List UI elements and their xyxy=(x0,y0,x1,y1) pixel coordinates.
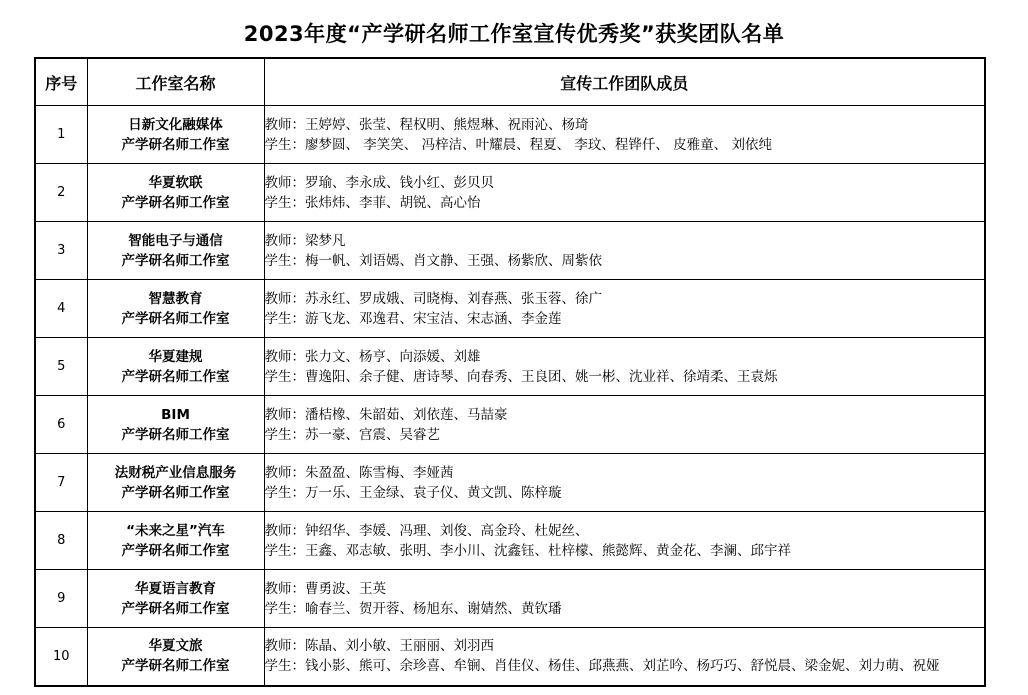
studio-name-line1: 日新文化融媒体 xyxy=(128,116,223,133)
team-members xyxy=(264,222,985,280)
teachers-list: 教师：钟绍华、李媛、冯理、刘俊、高金玲、杜妮丝、 xyxy=(264,522,589,539)
studio-name-line2: 产学研名师工作室 xyxy=(121,426,230,443)
row-number: 9 xyxy=(35,570,87,628)
table-row xyxy=(35,164,985,222)
studio-name-line2: 产学研名师工作室 xyxy=(121,136,230,153)
studio-name-line2: 产学研名师工作室 xyxy=(121,484,230,501)
team-members xyxy=(264,454,985,512)
table-row xyxy=(35,396,985,454)
row-number: 6 xyxy=(35,396,87,454)
header-studio: 工作室名称 xyxy=(87,58,264,106)
table-row xyxy=(35,454,985,512)
studio-name-line2: 产学研名师工作室 xyxy=(121,310,230,327)
table-row xyxy=(35,222,985,280)
studio-name-line1: “未来之星”汽车 xyxy=(126,522,225,539)
studio-name-line1: 华夏文旅 xyxy=(148,638,203,655)
teachers-list: 教师：潘桔橡、朱韶茹、刘依莲、马喆豪 xyxy=(264,406,508,423)
teachers-list: 教师：曹勇波、王英 xyxy=(264,580,386,597)
studio-name-line1: 法财税产业信息服务 xyxy=(114,464,237,481)
studio-name-line1: 智慧教育 xyxy=(148,290,203,307)
table-header-row xyxy=(35,58,985,106)
students-list: 学生：张炜炜、李菲、胡锐、高心怡 xyxy=(264,194,481,211)
header-num: 序号 xyxy=(35,58,87,106)
studio-name xyxy=(87,570,264,628)
table-row xyxy=(35,628,985,686)
row-number: 4 xyxy=(35,280,87,338)
studio-name-line1: 智能电子与通信 xyxy=(128,232,223,249)
students-list: 学生：游飞龙、邓逸君、宋宝洁、宋志涵、李金莲 xyxy=(264,310,562,327)
students-list: 学生：万一乐、王金绿、袁子仪、黄文凯、陈梓璇 xyxy=(264,484,562,501)
teachers-list: 教师：王婷婷、张莹、程权明、熊煜琳、祝雨沁、杨琦 xyxy=(264,116,589,133)
studio-name xyxy=(87,454,264,512)
table-row xyxy=(35,512,985,570)
header-members: 宣传工作团队成员 xyxy=(264,58,985,106)
teachers-list: 教师：陈晶、刘小敏、王丽丽、刘羽西 xyxy=(264,638,494,655)
team-members xyxy=(264,512,985,570)
row-number: 1 xyxy=(35,106,87,164)
studio-name xyxy=(87,106,264,164)
team-members xyxy=(264,628,985,686)
studio-name xyxy=(87,512,264,570)
students-list: 学生：梅一帆、刘语嫣、肖文静、王强、杨紫欣、周紫依 xyxy=(264,252,602,269)
row-number: 8 xyxy=(35,512,87,570)
studio-name xyxy=(87,628,264,686)
page-title: 2023年度“产学研名师工作室宣传优秀奖”获奖团队名单 xyxy=(243,22,785,46)
studio-name xyxy=(87,396,264,454)
team-members xyxy=(264,570,985,628)
students-list: 学生：喻春兰、贺开蓉、杨旭东、谢婧然、黄钦璠 xyxy=(264,600,562,617)
team-members xyxy=(264,280,985,338)
teachers-list: 教师：梁梦凡 xyxy=(264,232,346,249)
students-list: 学生：苏一豪、宫震、吴睿艺 xyxy=(264,426,440,443)
row-number: 3 xyxy=(35,222,87,280)
team-members xyxy=(264,106,985,164)
teachers-list: 教师：苏永红、罗成娥、司晓梅、刘春燕、张玉蓉、徐广 xyxy=(264,290,602,307)
award-table xyxy=(34,57,986,687)
table-row xyxy=(35,570,985,628)
studio-name-line2: 产学研名师工作室 xyxy=(121,368,230,385)
teachers-list: 教师：朱盈盈、陈雪梅、李娅茜 xyxy=(264,464,454,481)
table-row xyxy=(35,280,985,338)
studio-name-line2: 产学研名师工作室 xyxy=(121,252,230,269)
studio-name-line1: BIM xyxy=(161,406,190,423)
students-list: 学生：钱小影、熊可、余珍喜、牟锎、肖佳仪、杨佳、邱燕燕、刘芷吟、杨巧巧、舒悦晨、梁金妮、刘力萌、祝娅 xyxy=(264,658,940,675)
studio-name-line2: 产学研名师工作室 xyxy=(121,542,230,559)
studio-name xyxy=(87,222,264,280)
studio-name xyxy=(87,280,264,338)
students-list: 学生：王鑫、邓志敏、张明、李小川、沈鑫钰、杜梓檬、熊懿辉、黄金花、李澜、邱宇祥 xyxy=(264,542,791,559)
row-number: 2 xyxy=(35,164,87,222)
studio-name-line1: 华夏建规 xyxy=(148,348,203,365)
studio-name xyxy=(87,164,264,222)
studio-name-line2: 产学研名师工作室 xyxy=(121,194,230,211)
row-number: 10 xyxy=(35,628,87,686)
students-list: 学生：曹逸阳、余子健、唐诗琴、向春秀、王良团、姚一彬、沈业祥、徐靖柔、王袁烁 xyxy=(264,368,778,385)
studio-name-line2: 产学研名师工作室 xyxy=(121,658,230,675)
studio-name-line1: 华夏软联 xyxy=(148,174,203,191)
row-number: 7 xyxy=(35,454,87,512)
team-members xyxy=(264,164,985,222)
studio-name-line2: 产学研名师工作室 xyxy=(121,600,230,617)
row-number: 5 xyxy=(35,338,87,396)
team-members xyxy=(264,396,985,454)
table-row xyxy=(35,338,985,396)
table-row xyxy=(35,106,985,164)
studio-name xyxy=(87,338,264,396)
studio-name-line1: 华夏语言教育 xyxy=(135,580,216,597)
teachers-list: 教师：张力文、杨亨、向添媛、刘雄 xyxy=(264,348,481,365)
students-list: 学生：廖梦圆、 李笑笑、 冯梓洁、叶耀晨、程夏、 李玟、程铧仟、 皮雅童、 刘依纯 xyxy=(264,136,772,153)
team-members xyxy=(264,338,985,396)
teachers-list: 教师：罗瑜、李永成、钱小红、彭贝贝 xyxy=(264,174,494,191)
